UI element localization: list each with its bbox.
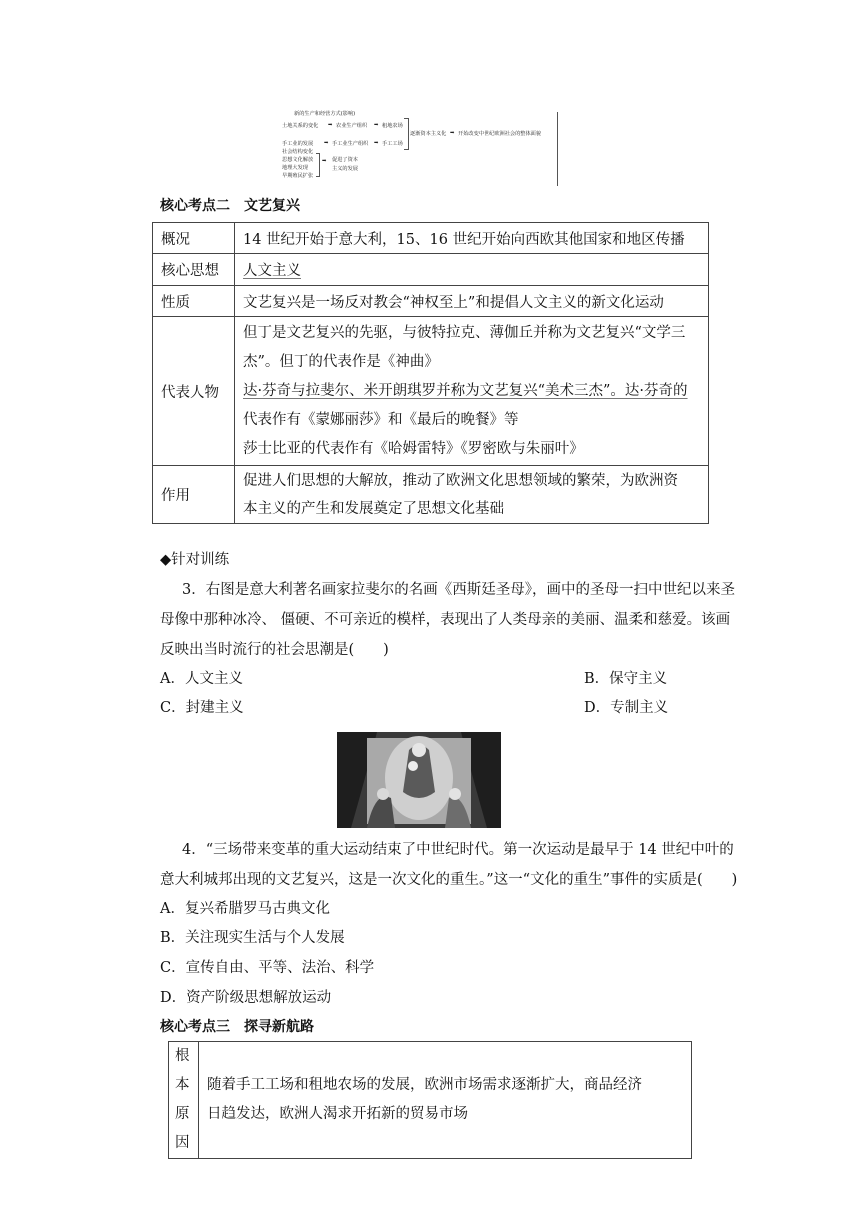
renaissance-table: [152, 222, 709, 524]
effect-cell: [235, 466, 709, 524]
row-label: 性质: [153, 286, 235, 317]
row-text: 促进人们思想的大解放，推动了欧洲文化思想领域的繁荣，为欧洲资: [243, 472, 678, 489]
diagram-left-item: 社会结构变化: [282, 149, 314, 155]
table-row: [153, 286, 709, 317]
diagram-left-item: 早期殖民扩张: [282, 173, 314, 179]
table-row: [153, 466, 709, 524]
flow-diagram: [282, 108, 562, 186]
new-route-table: [168, 1041, 692, 1159]
section3-heading: 核心考点三 探寻新航路: [160, 1019, 314, 1035]
row-text: 代表作有《蒙娜丽莎》和《最后的晚餐》等: [243, 411, 519, 428]
diagram-promote-line2: 主义的发展: [332, 166, 358, 172]
diagram-promote-line1: 促进了资本: [332, 157, 358, 163]
diagram-title: 新的生产和经营方式(影响): [294, 111, 356, 117]
diagram-row1-mid: 农业生产组织: [336, 123, 368, 129]
row-text: 莎士比亚的代表作有《哈姆雷特》《罗密欧与朱丽叶》: [243, 440, 584, 457]
table-row: [153, 317, 709, 466]
q4-option-a[interactable]: A．复兴希腊罗马古典文化: [160, 901, 330, 917]
arrow-icon: ➡: [328, 122, 333, 128]
arrow-icon: ➡: [324, 140, 329, 146]
row-label: 作用: [153, 466, 235, 524]
row-text-line: 随着手工工场和租地农场的发展，欧洲市场需求逐渐扩大，商品经济: [207, 1077, 642, 1093]
section2-heading: 核心考点二 文艺复兴: [160, 198, 300, 214]
training-heading: ◆针对训练: [160, 552, 230, 568]
row-label: 概况: [153, 223, 235, 254]
row-label-line: 根本: [175, 1048, 190, 1093]
table-row: [153, 223, 709, 254]
q3-line3: 反映出当时流行的社会思潮是( ): [160, 642, 389, 658]
representatives-cell: [235, 317, 709, 466]
row-text: 人文主义: [243, 263, 301, 279]
row-text: 杰”。但丁的代表作是《神曲》: [243, 353, 439, 370]
row-label: 核心思想: [153, 254, 235, 286]
row-text: 文艺复兴是一场反对教会“神权至上”和提倡人文主义的新文化运动: [235, 286, 709, 317]
q4-option-d[interactable]: D．资产阶级思想解放运动: [160, 990, 332, 1006]
arrow-icon: ➡: [374, 140, 379, 146]
q4-option-c[interactable]: C．宣传自由、平等、法治、科学: [160, 960, 375, 976]
row-label: 代表人物: [153, 317, 235, 466]
sistine-madonna-image: [337, 732, 501, 828]
diagram-brace: [404, 118, 409, 150]
row-text: 14 世纪开始于意大利，15、16 世纪开始向西欧其他国家和地区传播: [235, 223, 709, 254]
arrow-icon: ➡: [450, 130, 455, 136]
row-text: [199, 1042, 692, 1159]
diagram-result-b: 开始改变中世纪欧洲社会的整体面貌: [458, 131, 542, 137]
q4-option-b[interactable]: B．关注现实生活与个人发展: [160, 930, 345, 946]
diagram-right-rule: [557, 112, 558, 186]
row-text: 达·芬奇与拉斐尔、米开朗琪罗并称为文艺复兴“美术三杰”。达·芬奇的: [243, 382, 688, 399]
row-text: 本主义的产生和发展奠定了思想文化基础: [243, 500, 504, 517]
table-row: [153, 254, 709, 286]
table-row: [169, 1042, 692, 1159]
arrow-icon: ➡: [322, 158, 327, 164]
diagram-row2-mid: 手工业生产组织: [332, 141, 369, 147]
q3-option-a[interactable]: A．人文主义: [160, 671, 243, 687]
q3-line2: 母像中那种冰冷、 僵硬、不可亲近的模样，表现出了人类母亲的美丽、温柔和慈爱。该画: [160, 612, 731, 628]
q3-option-d[interactable]: D．专制主义: [584, 700, 669, 716]
row-label: [169, 1042, 199, 1159]
q3-line1: 3．右图是意大利著名画家拉斐尔的名画《西斯廷圣母》，画中的圣母一扫中世纪以来圣: [182, 582, 735, 598]
diagram-left-item: 思想文化解放: [282, 157, 314, 163]
diagram-left-item: 地理大发现: [282, 165, 308, 171]
diagram-row2-right: 手工工场: [382, 141, 403, 147]
arrow-icon: ➡: [374, 122, 379, 128]
row-label-line: 原因: [175, 1106, 190, 1151]
diagram-row1-left: 土地关系的变化: [282, 123, 319, 129]
q3-option-b[interactable]: B．保守主义: [584, 671, 668, 687]
diagram-row1-right: 租地农场: [382, 123, 403, 129]
diagram-brace: [316, 153, 320, 177]
q4-line1: 4．“三场带来变革的重大运动结束了中世纪时代。第一次运动是最早于 14 世纪中叶的: [182, 842, 734, 858]
row-text-line: 日趋发达，欧洲人渴求开拓新的贸易市场: [207, 1106, 468, 1122]
q3-option-c[interactable]: C．封建主义: [160, 700, 244, 716]
row-text: 但丁是文艺复兴的先驱，与彼特拉克、薄伽丘并称为文艺复兴“文学三: [243, 324, 686, 341]
q4-line2: 意大利城邦出现的文艺复兴，这是一次文化的重生。”这一“文化的重生”事件的实质是( ): [160, 872, 738, 888]
diagram-result-a: 逐渐资本主义化: [410, 131, 447, 137]
diagram-row2-left: 手工业的发展: [282, 141, 314, 147]
